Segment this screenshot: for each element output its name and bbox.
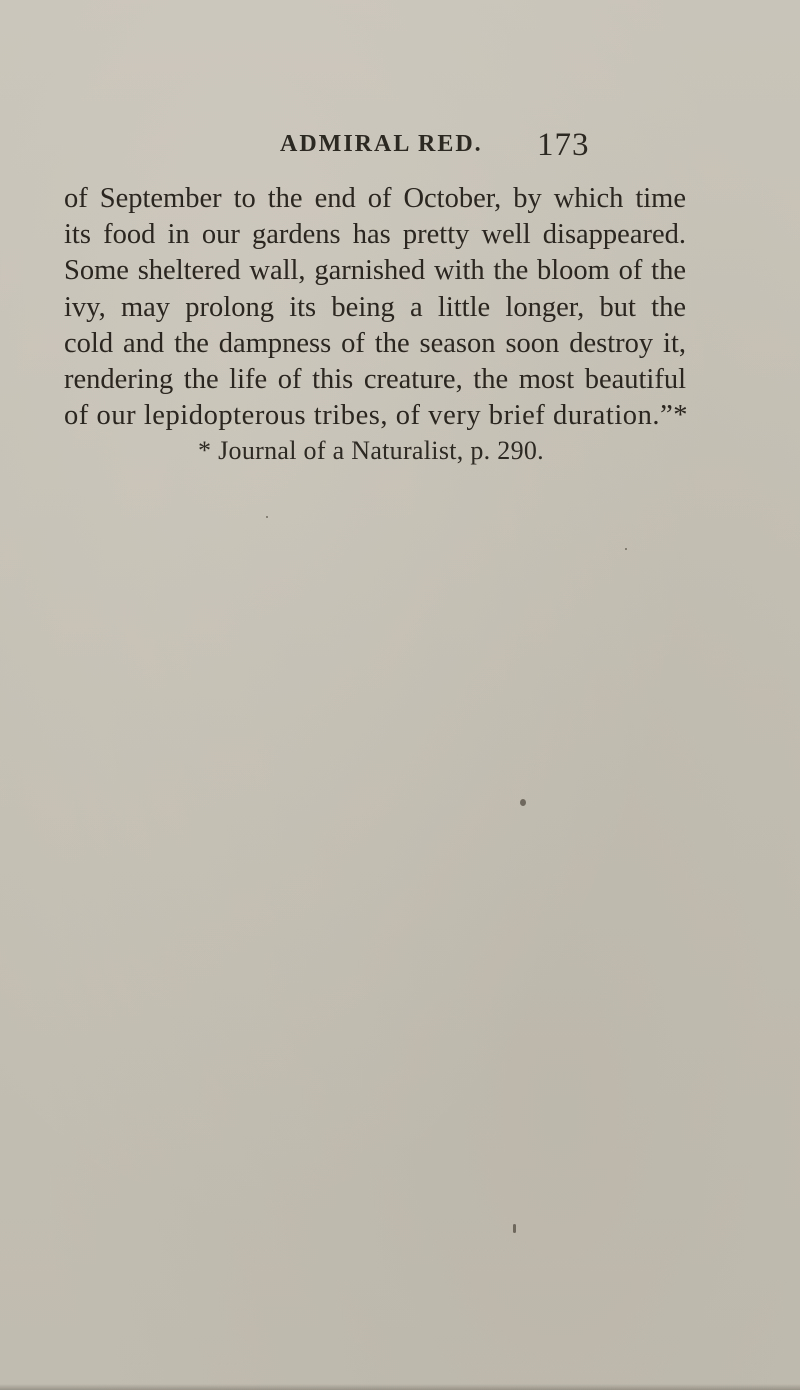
page-number: 173 bbox=[537, 127, 590, 163]
text-line: rendering the life of this creature, the most beautiful bbox=[64, 364, 686, 396]
paper-speck bbox=[513, 1224, 516, 1233]
page-bottom-edge bbox=[0, 1384, 800, 1390]
running-head bbox=[280, 127, 700, 167]
text-line: of September to the end of October, by which time bbox=[64, 183, 686, 214]
footnote: * Journal of a Naturalist, p. 290. bbox=[198, 436, 544, 465]
running-title: ADMIRAL RED. bbox=[280, 131, 483, 157]
paper-speck bbox=[266, 516, 268, 518]
text-line: Some sheltered wall, garnished with the bloom of the bbox=[64, 255, 686, 287]
text-line: cold and the dampness of the season soon destroy it, bbox=[64, 327, 686, 359]
paper-speck bbox=[625, 548, 627, 550]
text-line: ivy, may prolong its being a little longer, but the bbox=[64, 291, 686, 323]
text-line: of our lepidopterous tribes, of very brief duration.”* bbox=[64, 400, 689, 432]
text-line: its food in our gardens has pretty well disappeared. bbox=[64, 219, 686, 251]
paper-speck bbox=[520, 799, 526, 806]
body-paragraph bbox=[64, 181, 689, 434]
